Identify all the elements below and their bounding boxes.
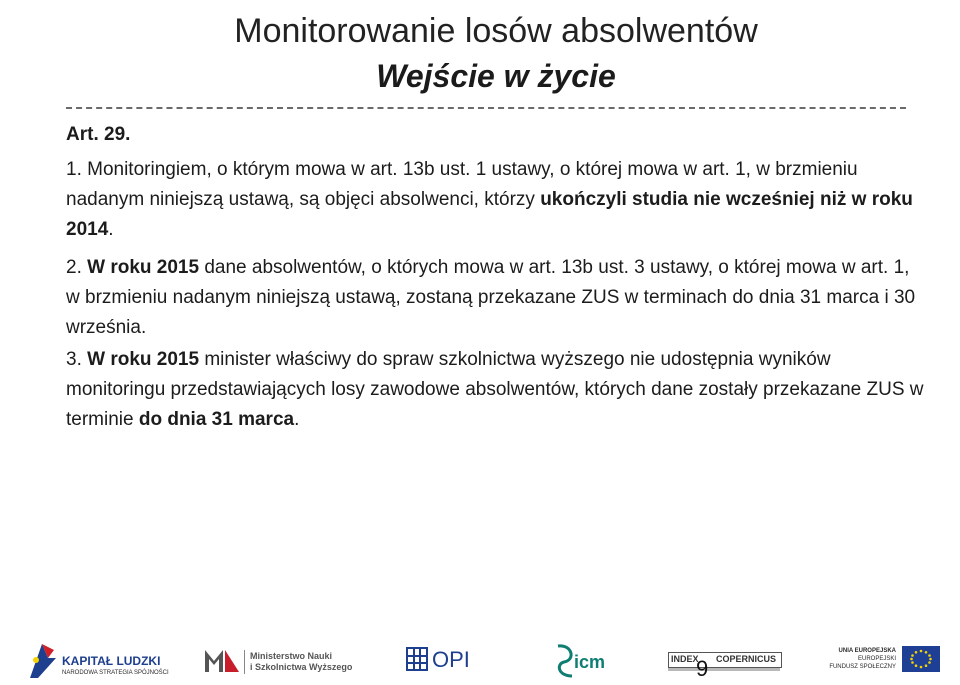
ministerstwo-line2: i Szkolnictwa Wyższego: [250, 662, 353, 672]
kapital-ludzki-icon: [28, 640, 58, 680]
opi-emblem-icon: [405, 644, 429, 674]
p2-text-a: 2.: [66, 257, 88, 278]
kapital-ludzki-line2: NARODOWA STRATEGIA SPÓJNOŚCI: [62, 670, 169, 676]
opi-text: OPI: [432, 647, 470, 672]
page-subtitle: Wejście w życie: [376, 58, 616, 94]
icm-logo: [552, 640, 612, 680]
page-number: 9: [696, 656, 709, 681]
p3-bold-a: W roku 2015: [87, 349, 200, 370]
article-heading: Art. 29.: [66, 124, 131, 145]
p3-bold-b: do dnia 31 marca: [138, 409, 295, 430]
paragraph-1: [66, 155, 926, 245]
p2-bold-a: W roku 2015: [87, 257, 200, 278]
icm-text: icm: [574, 652, 606, 672]
opi-logo: [405, 644, 485, 678]
p1-text-b: .: [108, 219, 114, 240]
eu-logo: [828, 646, 956, 680]
eu-line2: EUROPEJSKI: [857, 656, 896, 662]
paragraph-3: [66, 345, 926, 435]
p3-text-c: .: [294, 409, 300, 430]
eu-flag-icon: [902, 646, 940, 672]
eu-line3: FUNDUSZ SPOŁECZNY: [829, 664, 896, 670]
ministerstwo-icon: [205, 650, 241, 672]
p2-text-b: dane absolwentów, o których mowa w art. 13b ust. 3 ustawy, o której mowa w art. 1, w brzmieniu nadanym niniejszą ustawą, zostaną przekazane ZUS w terminach do dnia 31 marca i 30 września.: [66, 257, 916, 338]
p1-text-a: 1. Monitoringiem, o którym mowa w art. 13b ust. 1 ustawy, o której mowa w art. 1, w brzmieniu nadanym niniejszą ustawą, są objęci absolwenci, którzy: [66, 159, 858, 210]
index-copernicus-logo: [668, 652, 780, 678]
ministerstwo-logo: [205, 650, 353, 682]
copernicus-text: COPERNICUS: [716, 654, 777, 664]
page-title: Monitorowanie losów absolwentów: [234, 12, 758, 50]
paragraph-2: [66, 253, 926, 343]
ministerstwo-line1: Ministerstwo Nauki: [250, 651, 333, 661]
divider: [66, 107, 906, 109]
kapital-ludzki-logo: [28, 640, 188, 680]
kapital-ludzki-line1: KAPITAŁ LUDZKI: [62, 654, 161, 668]
p1-bold-a: ukończyli studia nie wcześniej niż w roku 2014: [66, 189, 913, 240]
p3-text-b: minister właściwy do spraw szkolnictwa wyższego nie udostępnia wyników monitoringu przedstawiających losy zawodowe absolwentów, których dane zostały przekazane ZUS w terminie: [66, 349, 924, 430]
eu-line1: UNIA EUROPEJSKA: [838, 648, 896, 654]
p3-text-a: 3.: [66, 349, 88, 370]
logos-bar: [0, 630, 960, 683]
index-copernicus-strip: [668, 668, 780, 671]
ministerstwo-divider: [244, 650, 245, 674]
index-text: INDEX: [671, 654, 699, 664]
